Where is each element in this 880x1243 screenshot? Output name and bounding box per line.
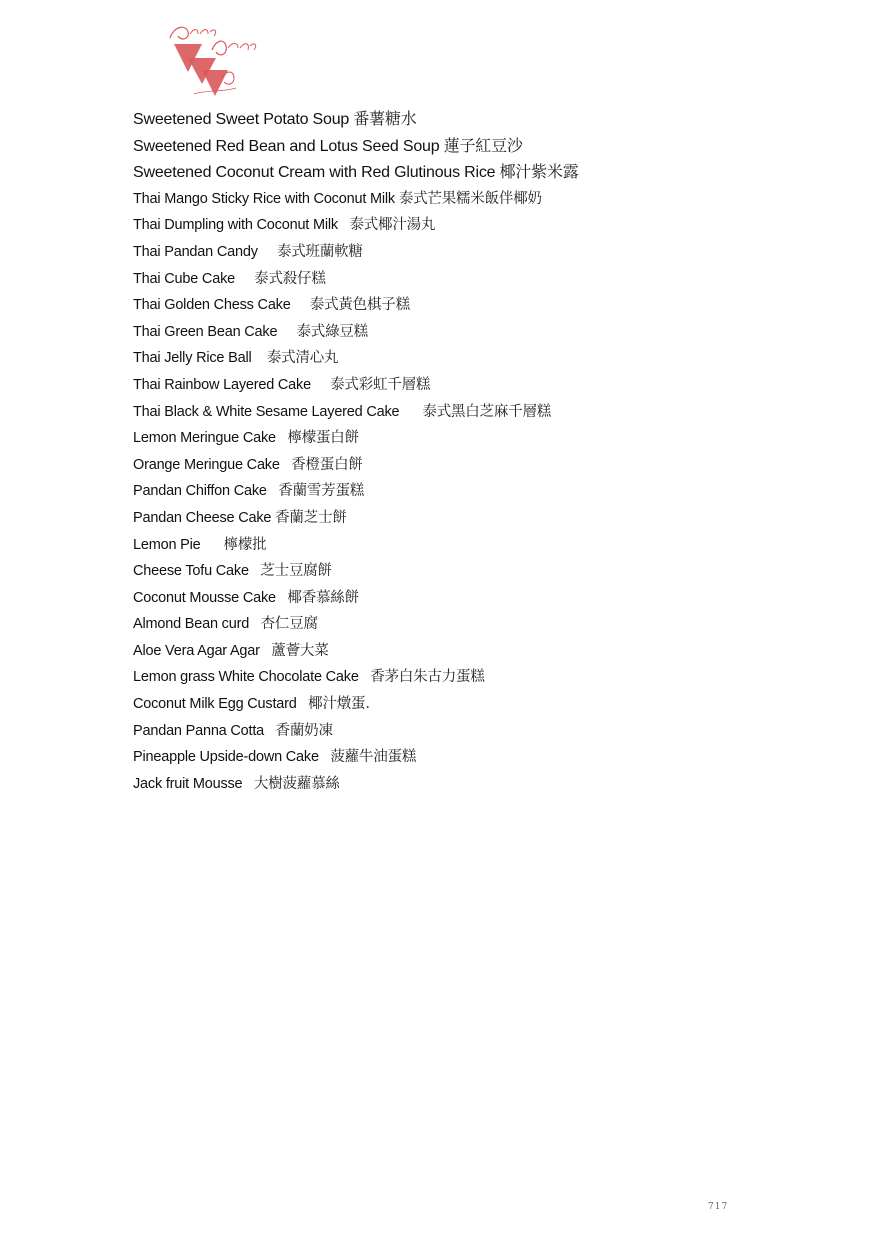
menu-item-chinese-name: 大樹菠蘿慕絲 — [253, 775, 340, 792]
menu-item-chinese-name: 泰式清心丸 — [266, 350, 339, 367]
menu-item — [133, 292, 579, 319]
menu-item-chinese-name: 椰汁紫米露 — [499, 162, 579, 182]
menu-item-chinese-name: 蓮子紅豆沙 — [443, 135, 523, 155]
menu-item-english-name: Pandan Panna Cotta — [133, 722, 265, 739]
menu-item — [133, 478, 579, 505]
menu-item — [133, 744, 579, 771]
menu-item-chinese-name: 泰式彩虹千層糕 — [330, 376, 431, 393]
menu-item-chinese-name: 泰式殺仔糕 — [254, 270, 326, 287]
menu-item-chinese-name: 香橙蛋白餅 — [291, 456, 363, 473]
menu-item-english-name: Pandan Cheese Cake — [133, 509, 272, 526]
menu-item — [133, 133, 579, 160]
menu-item-english-name: Lemon grass White Chocolate Cake — [133, 669, 359, 686]
menu-item — [133, 372, 579, 399]
menu-item — [133, 186, 579, 213]
menu-item-chinese-name: 芝士豆腐餅 — [260, 563, 332, 580]
menu-item-english-name: Cheese Tofu Cake — [133, 563, 249, 580]
menu-item — [133, 558, 579, 585]
menu-item-english-name: Pineapple Upside-down Cake — [133, 749, 319, 766]
menu-item-english-name: Aloe Vera Agar Agar — [133, 642, 260, 659]
menu-item — [133, 212, 579, 239]
menu-item-english-name: Thai Pandan Candy — [133, 243, 258, 260]
menu-item-chinese-name: 泰式黃色棋子糕 — [309, 297, 410, 314]
menu-item-chinese-name: 椰香慕絲餅 — [287, 589, 359, 606]
menu-item-english-name: Thai Jelly Rice Ball — [133, 350, 252, 367]
dessert-menu-list — [133, 106, 579, 797]
menu-item-english-name: Thai Golden Chess Cake — [133, 297, 291, 314]
menu-item-english-name: Almond Bean curd — [133, 616, 250, 633]
menu-item-chinese-name: 香蘭雪芳蛋糕 — [278, 483, 365, 500]
coffee-house-logo — [164, 20, 260, 100]
menu-item-chinese-name: 蘆薈大菜 — [271, 642, 329, 659]
menu-item-chinese-name: 香茅白朱古力蛋糕 — [370, 669, 485, 686]
menu-item — [133, 691, 579, 718]
menu-item-english-name: Pandan Chiffon Cake — [133, 483, 267, 500]
menu-item — [133, 266, 579, 293]
menu-item-chinese-name: 椰汁燉蛋. — [308, 696, 370, 713]
page-number: 717 — [708, 1202, 729, 1212]
menu-item-english-name: Thai Rainbow Layered Cake — [133, 376, 311, 393]
menu-item — [133, 239, 579, 266]
menu-item — [133, 771, 579, 798]
menu-item-english-name: Jack fruit Mousse — [133, 775, 243, 792]
menu-item-english-name: Thai Cube Cake — [133, 270, 235, 287]
menu-item — [133, 319, 579, 346]
menu-item-english-name: Sweetened Sweet Potato Soup — [133, 111, 350, 128]
menu-item-english-name: Sweetened Red Bean and Lotus Seed Soup — [133, 137, 440, 155]
menu-item-chinese-name: 杏仁豆腐 — [260, 616, 318, 633]
menu-item — [133, 505, 579, 532]
menu-item — [133, 345, 579, 372]
menu-item — [133, 399, 579, 426]
menu-item-chinese-name: 泰式黑白芝麻千層糕 — [422, 403, 552, 420]
menu-item — [133, 585, 579, 612]
menu-item — [133, 159, 579, 186]
menu-item-chinese-name: 泰式綠豆糕 — [296, 323, 368, 340]
menu-item-chinese-name: 泰式椰汁湯丸 — [349, 217, 436, 234]
menu-item — [133, 638, 579, 665]
menu-item — [133, 664, 579, 691]
menu-item — [133, 106, 579, 133]
menu-item-chinese-name: 菠蘿牛油蛋糕 — [330, 749, 417, 766]
menu-item-english-name: Coconut Mousse Cake — [133, 589, 276, 606]
menu-item-english-name: Thai Mango Sticky Rice with Coconut Milk — [133, 190, 395, 207]
menu-item-chinese-name: 香蘭奶凍 — [275, 722, 333, 739]
menu-item-chinese-name: 番薯糖水 — [353, 109, 417, 128]
menu-item — [133, 452, 579, 479]
menu-item-english-name: Coconut Milk Egg Custard — [133, 696, 297, 713]
menu-item — [133, 532, 579, 559]
menu-item-chinese-name: 泰式班蘭軟糖 — [276, 243, 363, 260]
menu-item — [133, 425, 579, 452]
menu-item-chinese-name: 泰式芒果糯米飯伴椰奶 — [398, 190, 542, 207]
menu-item-english-name: Thai Green Bean Cake — [133, 323, 278, 340]
menu-item-english-name: Thai Dumpling with Coconut Milk — [133, 217, 338, 234]
menu-item-chinese-name: 檸檬蛋白餅 — [287, 430, 359, 447]
menu-item — [133, 611, 579, 638]
coffee-house-logo-graphic — [164, 20, 260, 100]
menu-item-english-name: Lemon Meringue Cake — [133, 430, 276, 447]
menu-item-chinese-name: 檸檬批 — [223, 536, 267, 553]
menu-item-chinese-name: 香蘭芝士餅 — [275, 509, 347, 526]
menu-item-english-name: Thai Black & White Sesame Layered Cake — [133, 403, 400, 420]
menu-item-english-name: Lemon Pie — [133, 536, 201, 553]
menu-item-english-name: Sweetened Coconut Cream with Red Glutinous Rice — [133, 164, 496, 182]
menu-item — [133, 718, 579, 745]
menu-item-english-name: Orange Meringue Cake — [133, 456, 280, 473]
